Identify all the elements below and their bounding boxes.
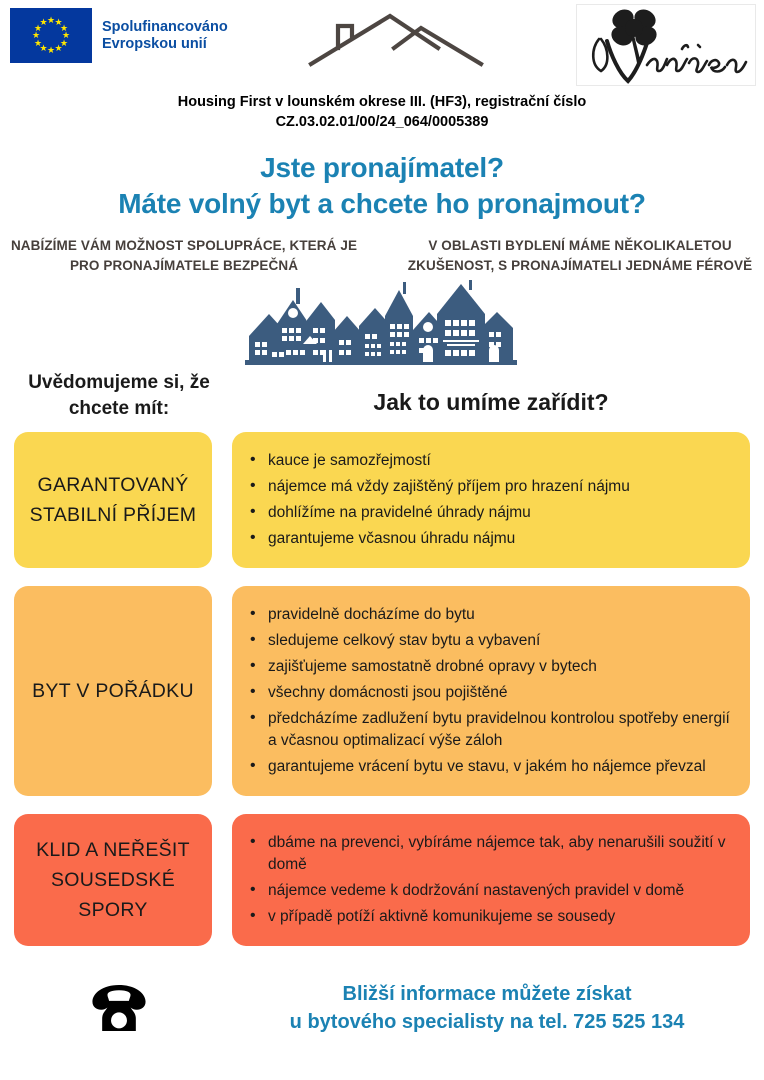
benefit-card-label: GARANTOVANÝ STABILNÍ PŘÍJEM: [14, 432, 212, 568]
list-item: • předcházíme zadlužení bytu pravidelnou kontrolou spotřeby energií a včasnou optimalizací výše záloh: [246, 708, 734, 752]
eu-star-icon: ★: [31, 30, 41, 40]
header: [0, 0, 764, 88]
benefit-card-row: [14, 432, 750, 568]
section-headings: [0, 370, 764, 432]
eu-flag-icon: [10, 8, 92, 63]
benefit-list: [246, 604, 734, 778]
eu-logo-text: [102, 19, 228, 53]
benefit-card-label: KLID A NEŘEŠIT SOUSEDSKÉ SPORY: [14, 814, 212, 946]
benefit-card-row: [14, 814, 750, 946]
footer-line1: Bližší informace můžete získat: [342, 983, 632, 1005]
project-line2: CZ.03.02.01/00/24_064/0005389: [275, 114, 489, 130]
page-title-line1: Jste pronajímatel?: [260, 152, 504, 183]
list-item: • garantujeme vrácení bytu ve stavu, v jakém ho nájemce převzal: [246, 756, 734, 778]
footer-line2: u bytového specialisty na tel. 725 525 134: [289, 1011, 685, 1033]
benefit-cards: [0, 432, 764, 946]
benefit-list: [246, 832, 734, 928]
eu-star-icon: ★: [33, 37, 43, 48]
eu-star-icon: ★: [59, 37, 69, 48]
section-heading-right: Jak to umíme zařídit?: [373, 389, 609, 415]
list-item: • sledujeme celkový stav bytu a vybavení: [246, 630, 734, 652]
subheading-right: V OBLASTI BYDLENÍ MÁME NĚKOLIKALETOU ZKUŠENOST, S PRONAJÍMATELI JEDNÁME FÉROVĚ: [407, 238, 753, 273]
section-heading-left: Uvědomujeme si, že chcete mít:: [28, 372, 210, 419]
list-item: • garantujeme včasnou úhradu nájmu: [246, 528, 734, 550]
subheadings: [0, 236, 764, 276]
list-item: • dohlížíme na pravidelné úhrady nájmu: [246, 502, 734, 524]
eu-star-icon: ★: [46, 45, 56, 55]
subheading-left: NABÍZÍME VÁM MOŽNOST SPOLUPRÁCE, KTERÁ JE PRO PRONAJÍMATELE BEZPEČNÁ: [10, 238, 358, 273]
list-item: • kauce je samozřejmostí: [246, 450, 734, 472]
roof-outline-icon: [305, 6, 510, 68]
benefit-card-body: [232, 432, 750, 568]
list-item: • nájemce vedeme k dodržování nastavených pravidel v domě: [246, 880, 734, 902]
eu-star-icon: ★: [59, 22, 69, 33]
list-item: • pravidelně docházíme do bytu: [246, 604, 734, 626]
eu-star-icon: ★: [39, 17, 48, 27]
eu-star-icon: ★: [54, 42, 63, 53]
eu-star-icon: ★: [54, 17, 63, 27]
houses-skyline-icon: [0, 280, 764, 368]
footer-contact: [0, 964, 764, 1048]
eu-star-icon: ★: [46, 15, 56, 25]
benefit-card-row: [14, 586, 750, 796]
footer-contact-text: [224, 980, 750, 1036]
eu-cofunding-logo: [10, 8, 228, 63]
list-item: • zajišťujeme samostatně drobné opravy v bytech: [246, 656, 734, 678]
benefit-card-body: [232, 814, 750, 946]
list-item: • nájemce má vždy zajištěný příjem pro hrazení nájmu: [246, 476, 734, 498]
list-item: • všechny domácnosti jsou pojištěné: [246, 682, 734, 704]
eu-logo-line2: Evropskou unií: [102, 35, 207, 52]
list-item: • dbáme na prevenci, vybíráme nájemce tak, aby nenarušili soužití v domě: [246, 832, 734, 876]
benefit-card-body: [232, 586, 750, 796]
vavrinec-logo: [576, 4, 756, 86]
benefit-list: [246, 450, 734, 550]
project-line1: Housing First v lounském okrese III. (HF3), registrační číslo: [177, 94, 587, 110]
eu-star-icon: ★: [33, 22, 43, 33]
project-registration: [0, 92, 764, 132]
four-leaf-clover-icon: [608, 6, 660, 63]
telephone-icon: [14, 981, 224, 1035]
page-title-line2: Máte volný byt a chcete ho pronajmout?: [118, 188, 646, 219]
eu-star-icon: ★: [61, 30, 71, 40]
eu-star-icon: ★: [39, 42, 48, 53]
page-title: [0, 150, 764, 222]
benefit-card-label: BYT V POŘÁDKU: [14, 586, 212, 796]
list-item: • v případě potíží aktivně komunikujeme se sousedy: [246, 906, 734, 928]
eu-logo-line1: Spolufinancováno: [102, 18, 228, 35]
